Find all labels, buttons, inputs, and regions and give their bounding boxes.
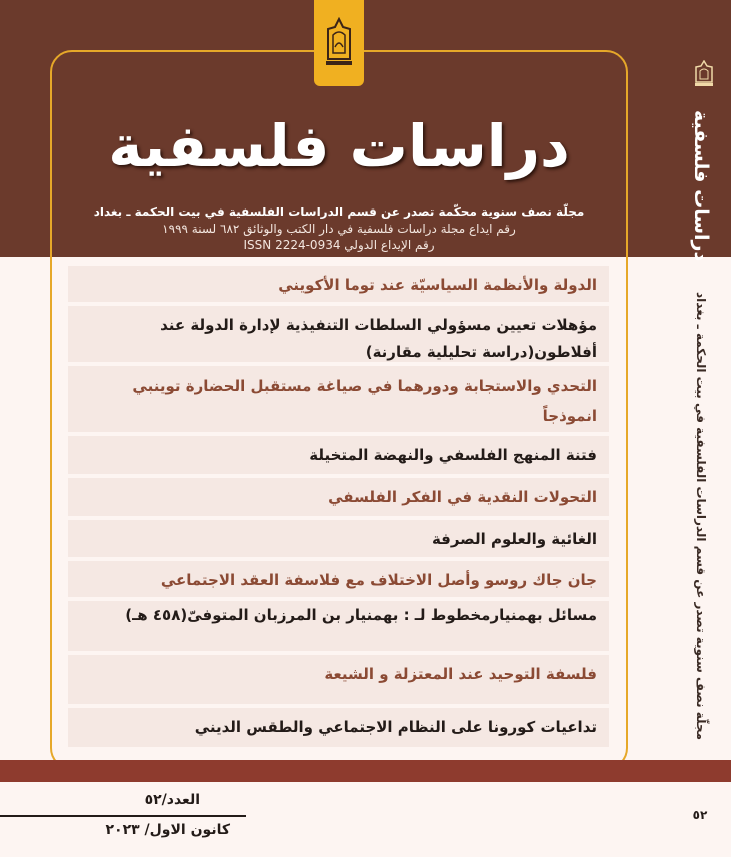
spine-title-text: دراسات فلسفية xyxy=(690,110,712,262)
deposit-number: رقم ايداع مجلة دراسات فلسفية في دار الكتب والوثائق ٦٨٢ لسنة ١٩٩٩ xyxy=(162,222,516,236)
issue-number: العدد/٥٢ xyxy=(144,792,200,808)
toc-item-10[interactable]: تداعيات كورونا على النظام الاجتماعي والطقس الديني xyxy=(68,708,609,747)
bottom-band xyxy=(0,760,731,782)
toc-item-7[interactable]: جان جاك روسو وأصل الاختلاف مع فلاسفة العقد الاجتماعي xyxy=(68,561,609,597)
footer-divider xyxy=(0,815,246,817)
spine-issue-number: ٥٢ xyxy=(692,808,708,822)
toc-item-2[interactable]: مؤهلات تعيين مسؤولي السلطات التنفيذية لإدارة الدولة عند أفلاطون(دراسة تحليلية مقارنة) xyxy=(68,306,609,362)
toc-item-4[interactable]: فتنة المنهج الفلسفي والنهضة المتخيلة xyxy=(68,436,609,474)
toc-item-9[interactable]: فلسفة التوحيد عند المعتزلة و الشيعة xyxy=(68,655,609,704)
toc-item-5[interactable]: التحولات النقدية في الفكر الفلسفي xyxy=(68,478,609,516)
spine-subtitle xyxy=(684,292,714,741)
spine-title xyxy=(680,100,720,262)
journal-logo xyxy=(314,0,364,86)
issue-date: كانون الاول/ ٢٠٢٣ xyxy=(105,822,230,838)
issn-number: رقم الإيداع الدولي ISSN 2224-0934 xyxy=(243,238,435,252)
toc-item-1[interactable]: الدولة والأنظمة السياسيّة عند توما الأكويني xyxy=(68,266,609,302)
spine-logo-icon xyxy=(693,60,715,88)
house-of-wisdom-logo-icon xyxy=(323,17,355,69)
spine-logo xyxy=(693,60,715,88)
journal-subtitle: مجلّة نصف سنوية محكّمة تصدر عن قسم الدراسات الفلسفية في بيت الحكمة ـ بغداد xyxy=(93,205,585,219)
journal-title: دراسات فلسفية xyxy=(108,112,570,180)
toc-item-3[interactable]: التحدي والاستجابة ودورهما في صياغة مستقبل الحضارة توينبي انموذجاً xyxy=(68,366,609,432)
toc-item-6[interactable]: الغائية والعلوم الصرفة xyxy=(68,520,609,557)
spine-subtitle-text: مجلّة نصف سنوية تصدر عن قسم الدراسات الفلسفية في بيت الحكمة ـ بغداد xyxy=(694,292,708,741)
table-of-contents xyxy=(68,266,609,747)
toc-item-8[interactable]: مسائل بهمنيارمخطوط لـ : بهمنيار بن المرزبان المتوفىّ(٤٥٨ هـ) xyxy=(68,601,609,651)
